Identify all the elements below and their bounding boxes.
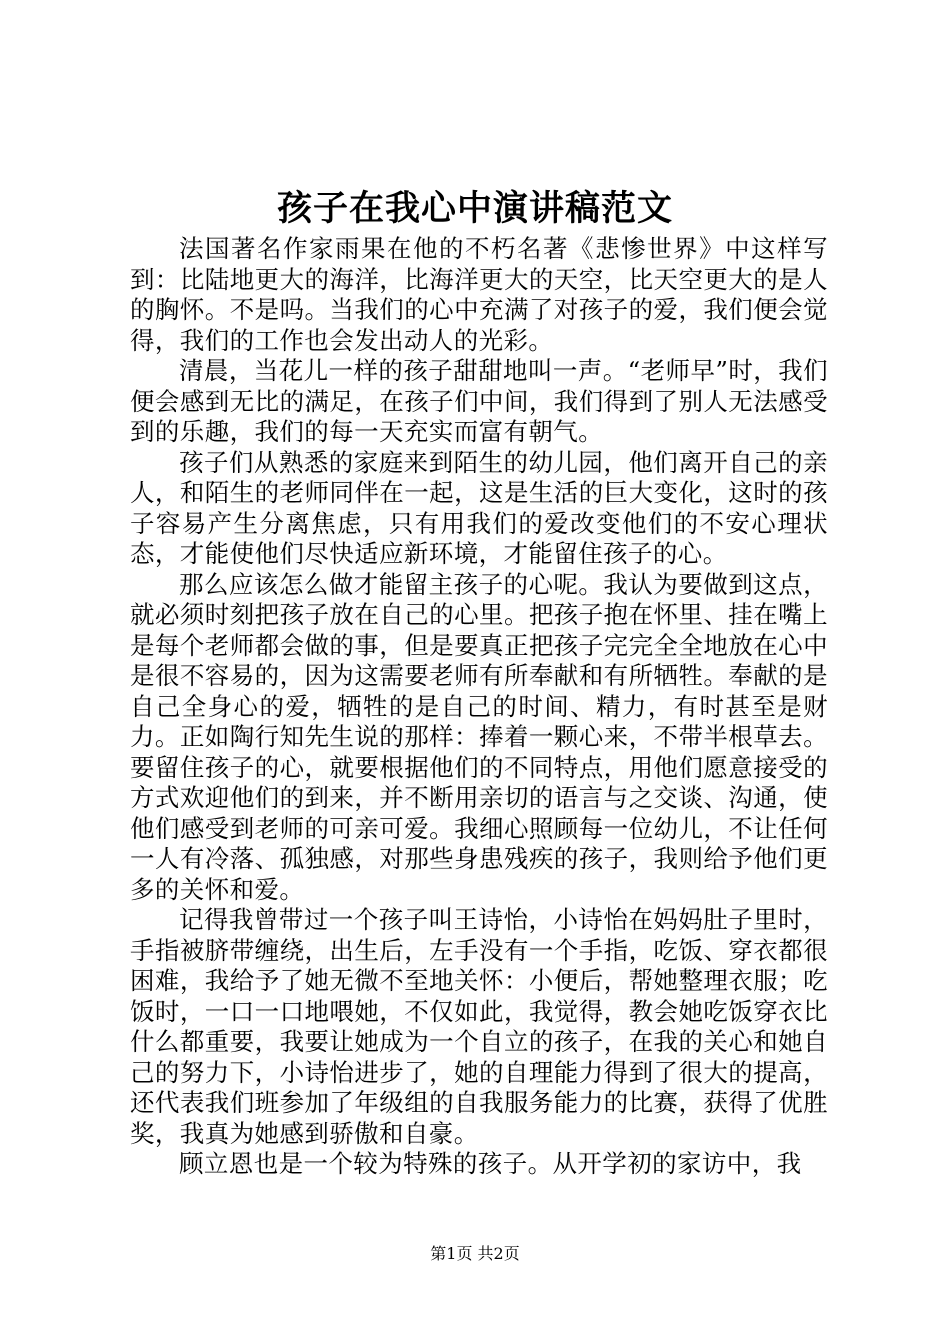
paragraph: 那么应该怎么做才能留主孩子的心呢。我认为要做到这点，就必须时刻把孩子放在自己的心里。把孩子抱在怀里、挂在嘴上是每个老师都会做的事，但是要真正把孩子完完全全地放在心中是很不容易的，因为这需要老师有所奉献和有所牺牲。奉献的是自己全身心的爱，牺牲的是自己的时间、精力，有时甚至是财力。正如陶行知先生说的那样：捧着一颗心来，不带半根草去。要留住孩子的心，就要根据他们的不同特点，用他们愿意接受的方式欢迎他们的到来，并不断用亲切的语言与之交谈、沟通，使他们感受到老师的可亲可爱。我细心照顾每一位幼儿，不让任何一人有冷落、孤独感，对那些身患残疾的孩子，我则给予他们更多的关怀和爱。 (130, 569, 828, 904)
page-title: 孩子在我心中演讲稿范文 (276, 188, 673, 229)
page-number-footer: 第1页 共2页 (430, 1244, 520, 1263)
paragraph: 法国著名作家雨果在他的不朽名著《悲惨世界》中这样写到：比陆地更大的海洋，比海洋更大的天空，比天空更大的是人的胸怀。不是吗。当我们的心中充满了对孩子的爱，我们便会觉得，我们的工作也会发出动人的光彩。 (130, 234, 828, 355)
paragraph: 顾立恩也是一个较为特殊的孩子。从开学初的家访中，我 (179, 1149, 802, 1178)
paragraph: 孩子们从熟悉的家庭来到陌生的幼儿园，他们离开自己的亲人，和陌生的老师同伴在一起，这是生活的巨大变化，这时的孩子容易产生分离焦虑，只有用我们的爱改变他们的不安心理状态，才能使他们尽快适应新环境，才能留住孩子的心。 (130, 447, 828, 568)
paragraph: 记得我曾带过一个孩子叫王诗怡，小诗怡在妈妈肚子里时，手指被脐带缠绕，出生后，左手没有一个手指，吃饭、穿衣都很困难，我给予了她无微不至地关怀：小便后，帮她整理衣服；吃饭时，一口一口地喂她，不仅如此，我觉得，教会她吃饭穿衣比什么都重要，我要让她成为一个自立的孩子，在我的关心和她自己的努力下，小诗怡进步了，她的自理能力得到了很大的提高，还代表我们班参加了年级组的自我服务能力的比赛，获得了优胜奖，我真为她感到骄傲和自豪。 (130, 905, 828, 1148)
paragraph: 清晨，当花儿一样的孩子甜甜地叫一声。“老师早”时，我们便会感到无比的满足，在孩子们中间，我们得到了别人无法感受到的乐趣，我们的每一天充实而富有朝气。 (130, 356, 828, 446)
document-body (130, 234, 828, 1180)
